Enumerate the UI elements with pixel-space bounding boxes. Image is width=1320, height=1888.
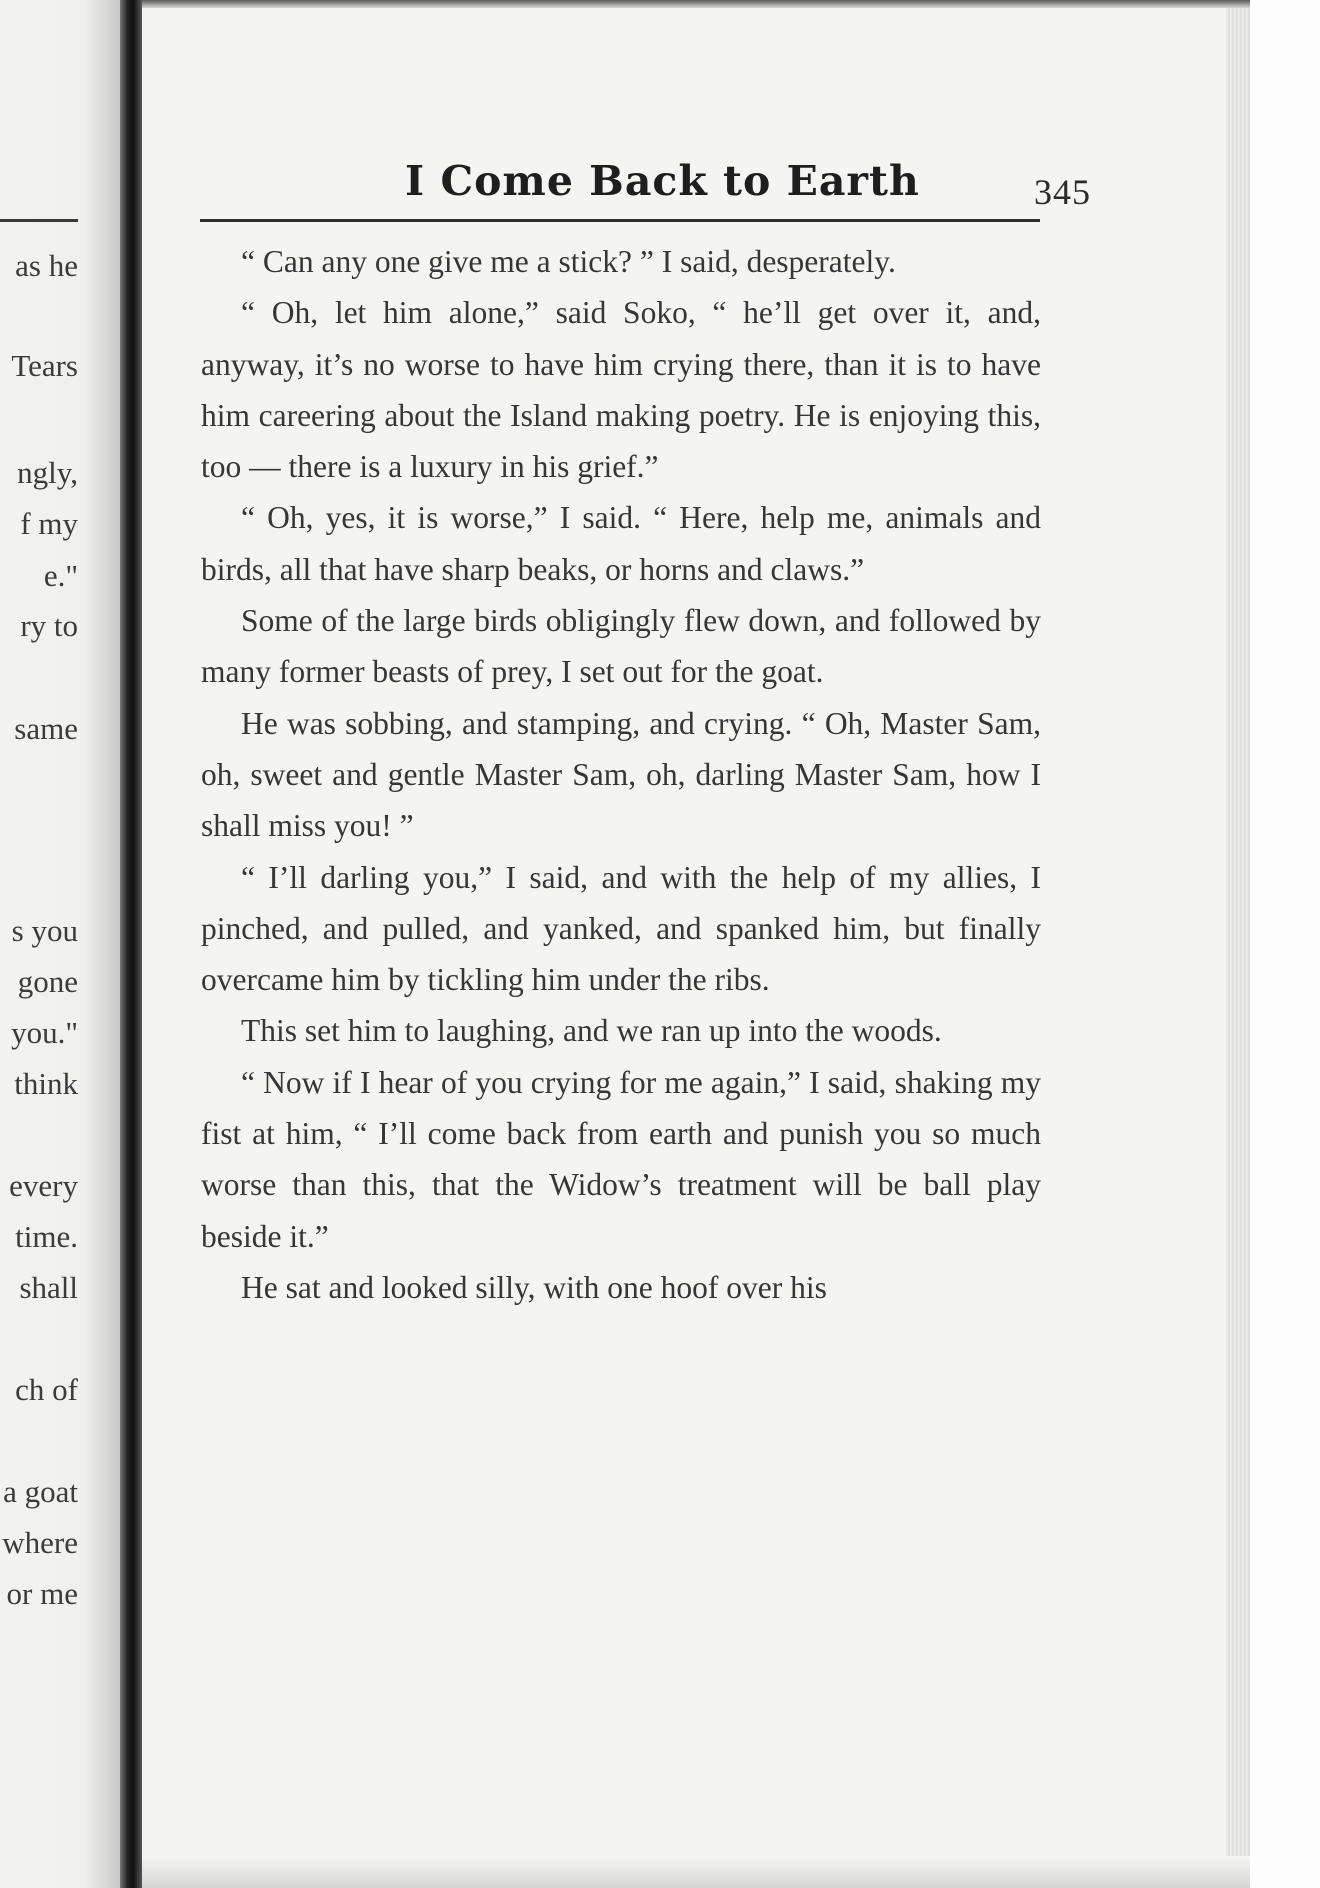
page-number: 345 [1034,172,1091,212]
paragraph: He was sobbing, and stamping, and crying. “ Oh, Master Sam, oh, sweet and gentle Master Sam, oh, darling Master Sam, how I shall miss you! ” [201,705,1041,844]
previous-page-line: e." [43,558,78,593]
page-body [201,236,1041,1313]
previous-page-line: you." [11,1015,78,1050]
previous-page-line: f my [20,506,78,541]
page-stack-edges [1226,8,1250,1878]
previous-page-line: Tears [11,348,78,383]
previous-page-line: a goat [3,1474,78,1509]
book-gutter [120,0,142,1888]
running-head [200,153,1180,213]
previous-page-line: shall [19,1270,78,1305]
previous-page-line: or me [6,1576,78,1611]
paragraph: He sat and looked silly, with one hoof over his [241,1269,827,1305]
scan-background [1250,0,1320,1888]
previous-page-line: ry to [20,608,78,643]
previous-page-rule [0,219,78,222]
previous-page-line: as he [15,248,78,283]
page-bottom-shadow [142,1856,1250,1888]
previous-page-line: every [9,1168,78,1203]
previous-page-line: ngly, [17,455,78,490]
previous-page-line: gone [17,964,78,999]
paragraph: This set him to laughing, and we ran up into the woods. [241,1013,942,1049]
paragraph: “ Can any one give me a stick? ” I said, desperately. [241,244,896,279]
paragraph: Some of the large birds obligingly flew down, and followed by many former beasts of prey, I set out for the goat. [201,603,1041,690]
paragraph: “ Oh, yes, it is worse,” I said. “ Here, help me, animals and birds, all that have sharp beaks, or horns and claws.” [201,500,1041,587]
previous-page-line: ch of [15,1372,78,1407]
paragraph: “ I’ll darling you,” I said, and with the help of my allies, I pinched, and pulled, and yanked, and spanked him, but finally overcame him by tickling him under the ribs. [201,859,1041,998]
previous-page-fragment [0,0,120,1888]
book-page [142,0,1226,1888]
previous-page-line: time. [15,1219,78,1254]
paragraph: “ Now if I hear of you crying for me again,” I said, shaking my fist at him, “ I’ll come back from earth and punish you so much worse than this, that the Widow’s treatment will be ball play beside it.” [201,1064,1041,1254]
previous-page-line: think [14,1066,78,1101]
paragraph: “ Oh, let him alone,” said Soko, “ he’ll get over it, and, anyway, it’s no worse to have him crying there, than it is to have him careering about the Island making poetry. He is enjoying this, too — there is a luxury in his grief.” [201,295,1041,485]
chapter-title: I Come Back to Earth [405,157,920,205]
previous-page-line: s you [11,913,78,948]
previous-page-line: same [14,711,78,746]
previous-page-line: where [2,1525,78,1560]
header-rule [200,219,1040,222]
